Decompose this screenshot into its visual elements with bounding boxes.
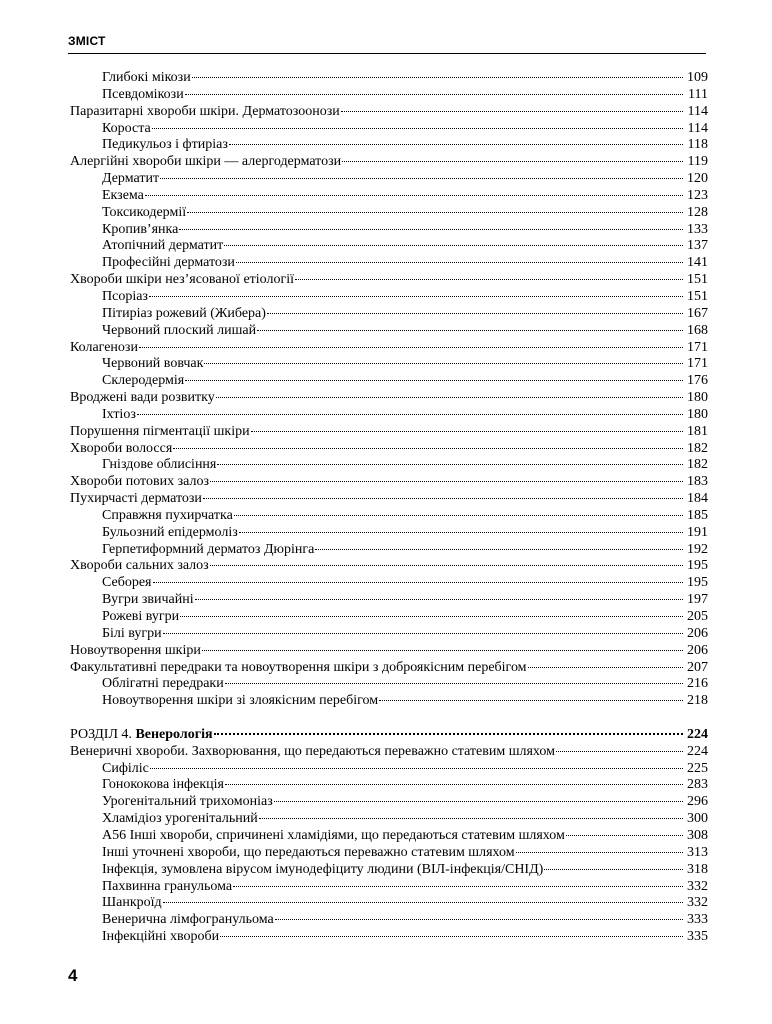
header-rule	[68, 53, 706, 54]
dot-leader	[210, 565, 683, 566]
toc-page-number: 109	[687, 70, 708, 85]
dot-leader	[185, 380, 683, 381]
dot-leader	[137, 414, 683, 415]
toc-entry-label: Екзема	[102, 187, 144, 203]
toc-entry-label: Облігатні передраки	[102, 676, 224, 692]
toc-subentry[interactable]	[70, 592, 708, 609]
toc-entry[interactable]	[70, 491, 708, 508]
toc-page-number: 225	[687, 760, 708, 776]
toc-entry-label: Герпетиформний дерматоз Дюрінга	[102, 541, 315, 557]
toc-entry-label: Колагенози	[70, 339, 138, 355]
dot-leader	[528, 667, 683, 668]
dot-leader	[210, 481, 683, 482]
toc-page-number: 206	[687, 642, 708, 658]
toc-page-number: 300	[687, 811, 708, 827]
toc-page-number: 118	[687, 137, 708, 153]
dot-leader	[152, 128, 683, 129]
toc-section-title: Венерологія	[135, 726, 213, 742]
dot-leader	[217, 464, 683, 465]
dot-leader	[153, 582, 684, 583]
toc-subentry[interactable]	[70, 188, 708, 205]
toc-entry-label: Короста	[102, 120, 151, 136]
dot-leader	[295, 279, 683, 280]
toc-entry[interactable]	[70, 643, 708, 660]
toc-entry-label: Рожеві вугри	[102, 609, 180, 624]
toc-entry-label: Хвороби волосся	[70, 440, 173, 456]
dot-leader	[225, 683, 683, 684]
toc-subentry[interactable]	[70, 306, 708, 323]
toc-page-number: 283	[687, 777, 708, 793]
toc-entry-label: Іхтіоз	[102, 406, 136, 422]
toc-entry-label: Пухирчасті дерматози	[70, 491, 202, 507]
dot-leader	[251, 431, 683, 432]
toc-entry[interactable]	[70, 744, 708, 761]
dot-leader	[216, 397, 683, 398]
toc-subentry[interactable]	[70, 609, 708, 626]
toc-page-number: 191	[687, 524, 708, 540]
dot-leader	[187, 212, 683, 213]
toc-entry-label: Урогенітальний трихомоніаз	[102, 794, 273, 810]
toc-subentry[interactable]	[70, 289, 708, 306]
toc-entry-label: Атопічний дерматит	[102, 238, 224, 254]
toc-subentry[interactable]	[70, 205, 708, 222]
dot-leader	[556, 751, 683, 752]
toc-subentry[interactable]	[70, 929, 708, 946]
toc-page-number: 119	[687, 154, 708, 170]
dot-leader	[259, 818, 683, 819]
toc-page-number: 137	[687, 238, 708, 254]
dot-leader	[225, 784, 683, 785]
dot-leader	[379, 700, 683, 701]
toc-entry-label: Алергійні хвороби шкіри — алергодерматози	[70, 154, 342, 170]
toc-page-number: 151	[687, 288, 708, 304]
dot-leader	[544, 869, 683, 870]
toc-entry-label: Вугри звичайні	[102, 592, 194, 608]
dot-leader	[163, 633, 683, 634]
toc-entry-label: Хвороби потових залоз	[70, 474, 209, 490]
dot-leader	[236, 262, 683, 263]
toc-subentry[interactable]	[70, 575, 708, 592]
toc-page-number: 216	[687, 676, 708, 692]
toc-page-number: 171	[687, 356, 708, 372]
toc-entry-label: Сифіліс	[102, 760, 149, 776]
toc-entry-label: Кропив’янка	[102, 221, 179, 237]
toc-page-number: 128	[687, 204, 708, 220]
toc-subentry[interactable]	[70, 508, 708, 525]
dot-leader	[204, 363, 683, 364]
toc-subentry[interactable]	[70, 356, 708, 373]
toc-page-number: 167	[687, 305, 708, 321]
toc-section-prefix: РОЗДІЛ 4.	[70, 726, 136, 742]
toc-page-number: 332	[687, 895, 708, 911]
toc-page-number: 185	[687, 507, 708, 523]
dot-leader	[145, 195, 683, 196]
toc-subentry[interactable]	[70, 761, 708, 778]
toc-subentry[interactable]	[70, 525, 708, 542]
toc-subentry[interactable]	[70, 777, 708, 794]
toc-entry[interactable]	[70, 474, 708, 491]
toc-page-number: 114	[687, 120, 708, 136]
toc-page-number: 114	[687, 103, 708, 119]
toc-entry-label	[70, 727, 213, 744]
toc-page-number: 183	[687, 474, 708, 490]
toc-entry-label: Гніздове облисіння	[102, 457, 217, 473]
page-number: 4	[68, 966, 78, 985]
toc-subentry[interactable]	[70, 879, 708, 896]
toc-subentry[interactable]	[70, 895, 708, 912]
toc-entry-label: Глибокі мікози	[102, 70, 191, 85]
toc-entry-label: Педикульоз і фтиріаз	[102, 137, 228, 153]
dot-leader	[180, 616, 683, 617]
toc-page-number: 207	[687, 659, 708, 675]
toc-subentry[interactable]	[70, 137, 708, 154]
toc-page-number: 218	[687, 693, 708, 709]
toc-entry-label: Псоріаз	[102, 288, 148, 304]
toc-page-number: 205	[687, 609, 708, 624]
toc-page-number: 335	[687, 929, 708, 945]
toc-page-number: 141	[687, 255, 708, 271]
toc-entry-label: Себорея	[102, 575, 152, 591]
toc-entry[interactable]	[70, 272, 708, 289]
toc-entry-label: Вроджені вади розвитку	[70, 390, 215, 406]
toc-entry[interactable]	[70, 340, 708, 357]
toc-page-number: 133	[687, 221, 708, 237]
table-of-contents	[70, 70, 708, 946]
toc-entry-label: Новоутворення шкіри зі злоякісним перебігом	[102, 693, 379, 709]
dot-leader	[220, 936, 683, 937]
toc-entry-label: Паразитарні хвороби шкіри. Дерматозоонози	[70, 103, 340, 119]
dot-leader	[150, 768, 683, 769]
dot-leader	[173, 448, 683, 449]
toc-entry-label: Червоний плоский лишай	[102, 322, 257, 338]
toc-entry[interactable]	[70, 424, 708, 441]
toc-subentry[interactable]	[70, 70, 708, 87]
toc-subentry[interactable]	[70, 87, 708, 104]
toc-entry-label: Токсикодермії	[102, 204, 187, 220]
toc-entry-label: Псевдомікози	[102, 86, 184, 102]
toc-subentry[interactable]	[70, 794, 708, 811]
toc-entry-label: Факультативні передраки та новоутворення шкіри з доброякісним перебігом	[70, 659, 527, 675]
toc-page-number: 318	[687, 861, 708, 877]
toc-entry[interactable]	[70, 104, 708, 121]
toc-subentry[interactable]	[70, 407, 708, 424]
toc-subentry[interactable]	[70, 542, 708, 559]
dot-leader	[233, 886, 683, 887]
dot-leader	[516, 852, 683, 853]
toc-entry-label: Шанкроїд	[102, 895, 162, 911]
dot-leader	[192, 77, 683, 78]
toc-page-number: 197	[687, 592, 708, 608]
dot-leader	[185, 94, 683, 95]
toc-subentry[interactable]	[70, 255, 708, 272]
toc-entry-label: Хвороби сальних залоз	[70, 558, 209, 574]
toc-entry-label: Інші уточнені хвороби, що передаються переважно статевим шляхом	[102, 844, 515, 860]
dot-leader	[315, 549, 683, 550]
toc-page-number: 168	[687, 322, 708, 338]
toc-entry-label: Справжня пухирчатка	[102, 507, 233, 523]
dot-leader	[160, 178, 683, 179]
toc-page-number: 182	[687, 457, 708, 473]
toc-page-number: 332	[687, 878, 708, 894]
toc-page-number: 296	[687, 794, 708, 810]
dot-leader	[257, 330, 683, 331]
toc-subentry[interactable]	[70, 457, 708, 474]
toc-page-number: 192	[687, 541, 708, 557]
toc-entry-label: Пахвинна гранульома	[102, 878, 233, 894]
toc-entry-label: Пітиріаз рожевий (Жибера)	[102, 305, 266, 321]
toc-section-heading[interactable]	[70, 727, 708, 744]
toc-spacer	[70, 710, 708, 727]
toc-entry-label: Дерматит	[102, 171, 160, 187]
dot-leader	[203, 498, 683, 499]
toc-subentry[interactable]	[70, 238, 708, 255]
running-header: ЗМІСТ	[68, 34, 106, 48]
toc-entry-label: Професійні дерматози	[102, 255, 235, 271]
dot-leader	[274, 801, 683, 802]
toc-page-number: 182	[687, 440, 708, 456]
toc-entry-label: Білі вугри	[102, 625, 162, 641]
dot-leader	[341, 111, 683, 112]
toc-subentry[interactable]	[70, 373, 708, 390]
toc-page-number: 333	[687, 912, 708, 928]
toc-entry-label: Інфекційні хвороби	[102, 929, 220, 945]
toc-subentry[interactable]	[70, 862, 708, 879]
toc-entry-label: Склеродермія	[102, 373, 185, 389]
toc-entry[interactable]	[70, 660, 708, 677]
toc-page-number: 184	[687, 491, 708, 507]
toc-subentry[interactable]	[70, 693, 708, 710]
dot-leader	[566, 835, 683, 836]
toc-page-number: 123	[687, 187, 708, 203]
dot-leader	[179, 229, 683, 230]
dot-leader	[267, 313, 683, 314]
toc-subentry[interactable]	[70, 626, 708, 643]
toc-subentry[interactable]	[70, 912, 708, 929]
toc-page-number: 195	[687, 575, 708, 591]
toc-entry-label: Червоний вовчак	[102, 356, 204, 372]
toc-page-number: 224	[687, 726, 708, 742]
toc-entry[interactable]	[70, 558, 708, 575]
toc-entry-label: Гонококова інфекція	[102, 777, 224, 793]
toc-entry-label: Хвороби шкіри нез’ясованої етіології	[70, 272, 294, 288]
toc-subentry[interactable]	[70, 676, 708, 693]
toc-page-number: 180	[687, 390, 708, 406]
dot-leader	[234, 515, 683, 516]
dot-leader	[195, 599, 683, 600]
toc-subentry[interactable]	[70, 845, 708, 862]
toc-entry-label: Бульозний епідермоліз	[102, 524, 238, 540]
toc-page-number: 180	[687, 406, 708, 422]
toc-page-number: 151	[687, 272, 708, 288]
dot-leader	[342, 161, 683, 162]
toc-subentry[interactable]	[70, 811, 708, 828]
toc-page-number: 176	[687, 373, 708, 389]
toc-page-number: 308	[687, 827, 708, 843]
toc-subentry[interactable]	[70, 222, 708, 239]
toc-entry[interactable]	[70, 154, 708, 171]
toc-entry-label: Венерична лімфогранульома	[102, 912, 274, 928]
toc-entry-label: А56 Інші хвороби, спричинені хламідіями, що передаються статевим шляхом	[102, 827, 565, 843]
dot-leader	[202, 650, 683, 651]
dot-leader	[163, 902, 683, 903]
toc-entry-label: Венеричні хвороби. Захворювання, що передаються переважно статевим шляхом	[70, 743, 555, 759]
toc-subentry[interactable]	[70, 828, 708, 845]
dot-leader	[224, 245, 683, 246]
toc-subentry[interactable]	[70, 323, 708, 340]
toc-entry-label: Інфекція, зумовлена вірусом імунодефіциту людини (ВІЛ-інфекція/СНІД)	[102, 861, 544, 877]
toc-entry-label: Хламідіоз урогенітальний	[102, 811, 258, 827]
dot-leader	[229, 144, 683, 145]
toc-entry-label: Порушення пігментації шкіри	[70, 423, 250, 439]
dot-leader	[139, 347, 683, 348]
toc-page-number: 120	[687, 171, 708, 187]
toc-entry[interactable]	[70, 390, 708, 407]
toc-page-number: 181	[687, 423, 708, 439]
toc-subentry[interactable]	[70, 171, 708, 188]
toc-entry[interactable]	[70, 441, 708, 458]
dot-leader	[214, 733, 683, 735]
toc-page-number: 313	[687, 844, 708, 860]
dot-leader	[239, 532, 683, 533]
toc-page-number: 195	[687, 558, 708, 574]
toc-page-number: 206	[687, 625, 708, 641]
toc-entry-label: Новоутворення шкіри	[70, 642, 201, 658]
toc-page-number: 224	[687, 743, 708, 759]
dot-leader	[149, 296, 683, 297]
toc-subentry[interactable]	[70, 121, 708, 138]
toc-page-number: 171	[687, 339, 708, 355]
toc-page-number: 111	[688, 86, 708, 102]
dot-leader	[275, 919, 683, 920]
